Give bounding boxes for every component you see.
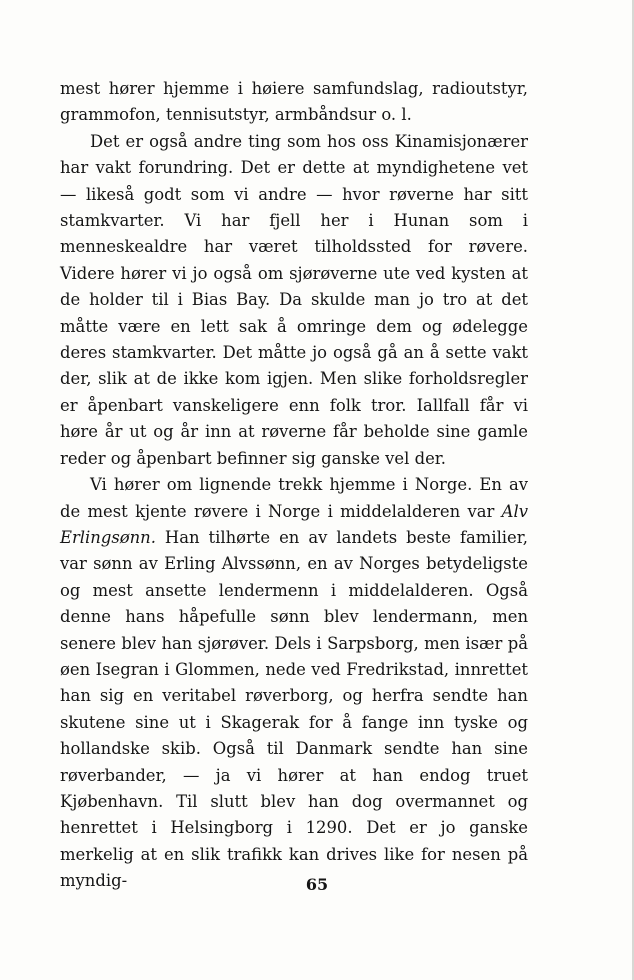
page-number: 65 — [305, 875, 329, 894]
paragraph-2: Det er også andre ting som hos oss Kinamisjonærer har vakt forundring. Det er dette at myndighetene vet — likeså godt som vi andre — hvor røverne har sitt stamkvarter. Vi har fjell her i Hunan som i menneskealdre har været tilholdssted for røvere. Videre hører vi jo også om sjørøverne ute ved kysten at de holder til i Bias Bay. Da skulde man jo tro at det måtte være en lett sak å omringe dem og ødelegge deres stamkvarter. Det måtte jo også gå an å sette vakt der, slik at de ikke kom igjen. Men slike forholdsregler er åpenbart vanskeligere enn folk tror. Iallfall får vi høre år ut og år inn at røverne får beholde sine gamle reder og åpenbart befinner sig ganske vel der. — [60, 131, 528, 468]
paragraph-3-start: Vi hører om lignende trekk hjemme i Norge. En av de mest kjente røvere i Norge i middelalderen var — [60, 475, 528, 521]
paragraph-1: mest hører hjemme i høiere samfundslag, radioutstyr, grammofon, tennisutstyr, armbåndsur o. l. — [60, 79, 528, 125]
body-text — [60, 76, 528, 895]
italic-name: Alv Erlingsønn. — [60, 501, 528, 547]
paragraph-3 — [60, 472, 528, 895]
paragraph-3-end: Han tilhørte en av landets beste familier, var sønn av Erling Alvssønn, en av Norges betydeligste og mest ansette lendermenn i middelalderen. Også denne hans håpefulle sønn blev lendermann, men senere blev han sjørøver. Dels i Sarpsborg, men især på øen Isegran i Glommen, nede ved Fredrikstad, innrettet han sig en veritabel røverborg, og herfra sendte han skutene sine ut i Skagerak for å fange inn tyske og hollandske skib. Også til Danmark sendte han sine røverbander, — ja vi hører at han endog truet Kjøbenhavn. Til slutt blev han dog overmannet og henrettet i Helsingborg i 1290. Det er jo ganske merkelig at en slik trafikk kan drives like for nesen på myndig- — [60, 527, 528, 891]
